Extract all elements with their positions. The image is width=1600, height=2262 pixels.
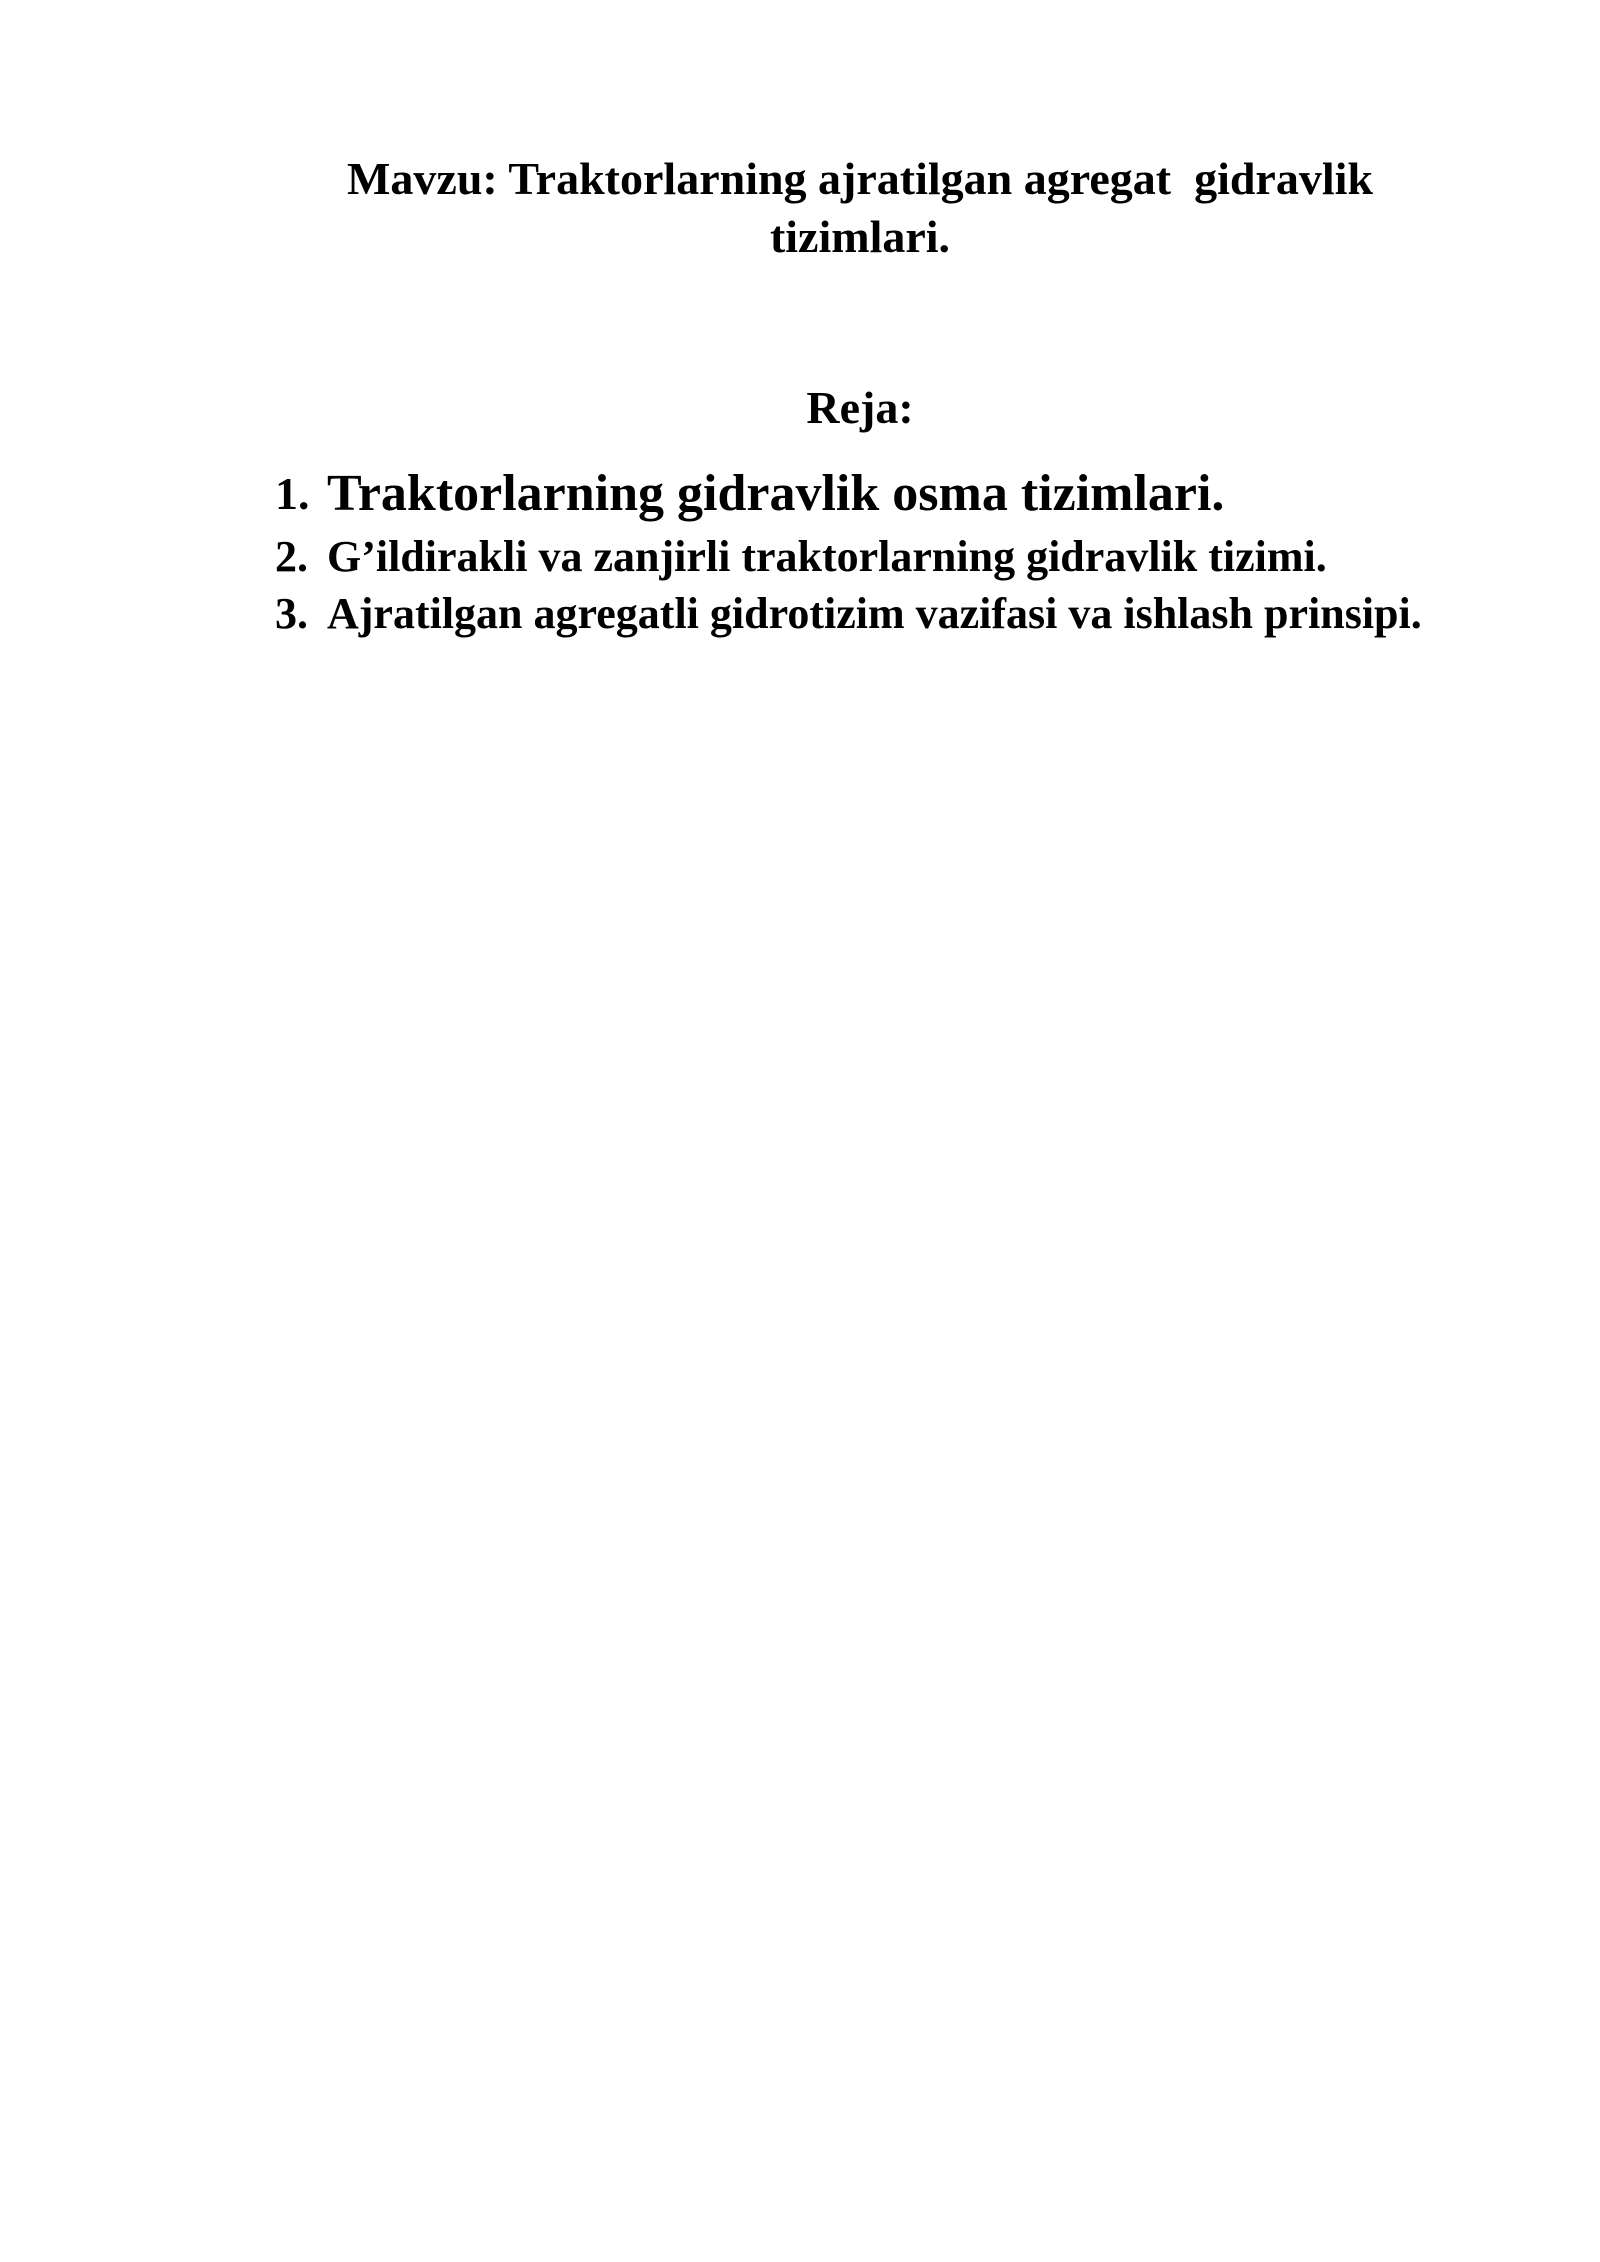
title-line-2: tizimlari. <box>769 211 951 262</box>
plan-item-2 <box>275 528 1455 586</box>
plan-item-number: 2. <box>275 532 308 581</box>
plan-item-number: 1. <box>275 468 310 519</box>
plan-item-1 <box>275 462 1455 526</box>
plan-item-number: 3. <box>275 589 308 638</box>
plan-heading: Reja: <box>806 382 914 433</box>
plan-item-text: Ajratilgan agregatli gidrotizim vazifasi va ishlash prinsipi. <box>327 589 1422 638</box>
plan-list <box>275 462 1455 642</box>
title-line-1: Mavzu: Traktorlarning ajratilgan agregat gidravlik <box>347 153 1373 204</box>
plan-item-text: Traktorlarning gidravlik osma tizimlari. <box>327 465 1225 522</box>
plan-item-3 <box>275 586 1455 642</box>
plan-item-text: G’ildirakli va zanjirli traktorlarning gidravlik tizimi. <box>327 532 1327 581</box>
document-title <box>275 150 1445 266</box>
